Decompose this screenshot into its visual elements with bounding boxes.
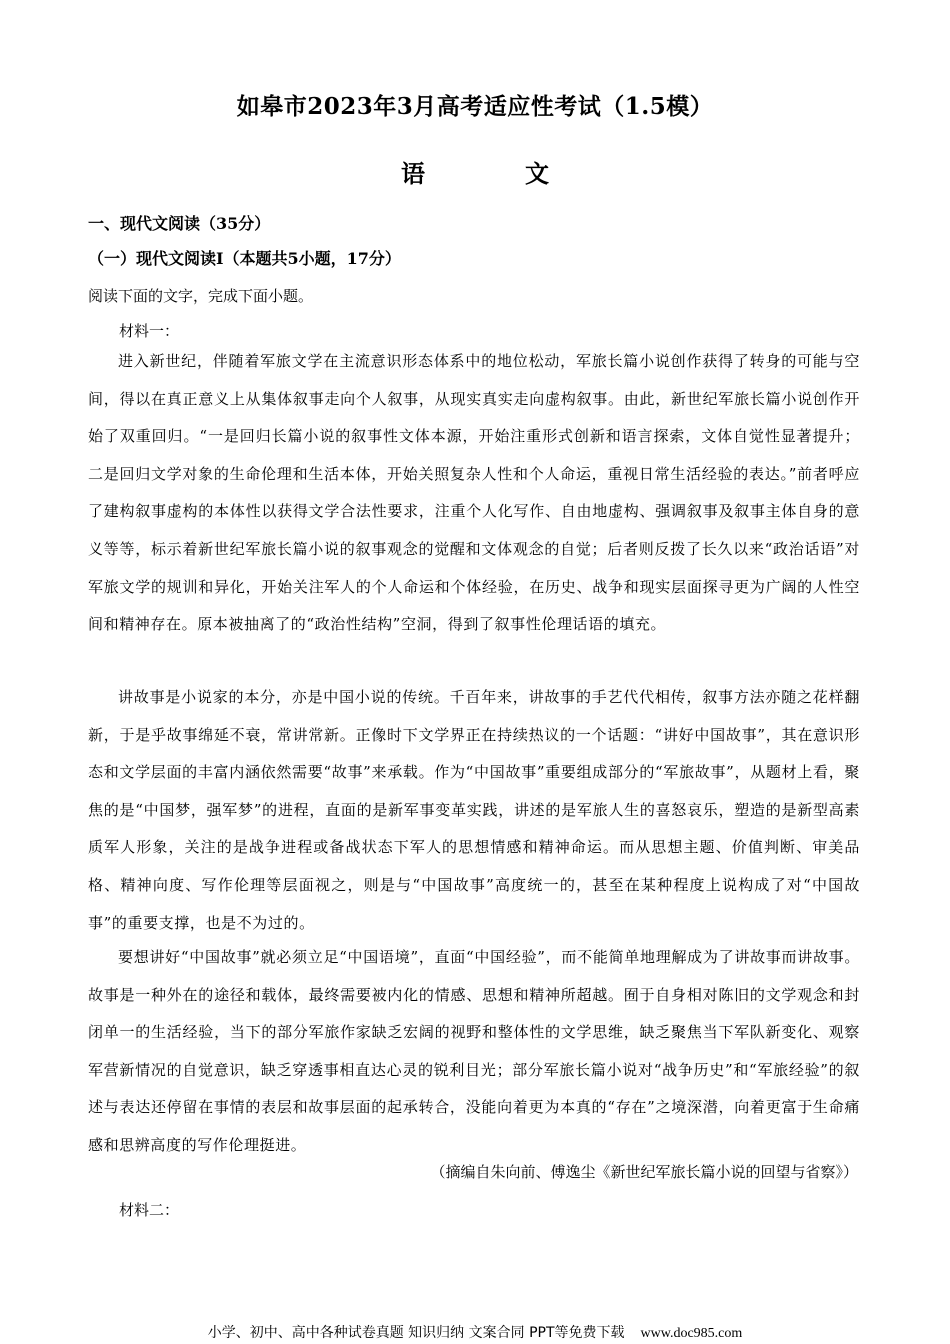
exam-title: 如皋市2023年3月高考适应性考试（1.5模） xyxy=(236,93,714,120)
section-heading: 一、现代文阅读（35分） xyxy=(88,214,271,233)
subject-heading xyxy=(0,154,950,189)
material-1-paragraph: 进入新世纪，伴随着军旅文学在主流意识形态体系中的地位松动，军旅长篇小说创作获得了转身的可能与空间，得以在真正意义上从集体叙事走向个人叙事，从现实真实走向虚构叙事。由此，新世纪军旅长篇小说创作开始了双重回归。“一是回归长篇小说的叙事性文体本源，开始注重形式创新和语言探索，文体自觉性显著提升；二是回归文学对象的生命伦理和生活本体，开始关照复杂人性和个人命运，重视日常生活经验的表达。”前者呼应了建构叙事虚构的本体性以获得文学合法性要求，注重个人化写作、自由地虚构、强调叙事及叙事主体自身的意义等等，标示着新世纪军旅长篇小说的叙事观念的觉醒和文体观念的自觉；后者则反拨了长久以来“政治话语”对军旅文学的规训和异化，开始关注军人的个人命运和个体经验，在历史、战争和现实层面探寻更为广阔的人性空间和精神存在。原本被抽离了的“政治性结构”空洞，得到了叙事性伦理话语的填充。 xyxy=(88,352,860,634)
material-1-paragraph: 要想讲好“中国故事”就必须立足“中国语境”，直面“中国经验”，而不能简单地理解成为了讲故事而讲故事。故事是一种外在的途径和载体，最终需要被内化的情感、思想和精神所超越。囿于自身相对陈旧的文学观念和封闭单一的生活经验，当下的部分军旅作家缺乏宏阔的视野和整体性的文学思维，缺乏聚焦当下军队新变化、观察军营新情况的自觉意识，缺乏穿透事相直达心灵的锐利目光；部分军旅长篇小说对“战争历史”和“军旅经验”的叙述与表达还停留在事情的表层和故事层面的起承转合，没能向着更为本真的“存在”之境深潜，向着更富于生命痛感和思辨高度的写作伦理挺进。 xyxy=(88,948,860,1154)
material-1-label: 材料一： xyxy=(119,322,180,340)
material-1-source: （摘编自朱向前、傅逸尘《新世纪军旅长篇小说的回望与省察》） xyxy=(430,1163,858,1181)
footer-url[interactable]: www.doc985.com xyxy=(640,1326,743,1341)
subject-char-2: 文 xyxy=(525,159,549,188)
material-2-label: 材料二： xyxy=(119,1201,180,1219)
reading-instruction: 阅读下面的文字，完成下面小题。 xyxy=(88,287,314,305)
subject-char-1: 语 xyxy=(401,159,425,188)
material-1-paragraph: 讲故事是小说家的本分，亦是中国小说的传统。千百年来，讲故事的手艺代代相传，叙事方法亦随之花样翻新，于是乎故事绵延不衰，常讲常新。正像时下文学界正在持续热议的一个话题：“讲好中国故事”，其在意识形态和文学层面的丰富内涵依然需要“故事”来承载。作为“中国故事”重要组成部分的“军旅故事”，从题材上看，聚焦的是“中国梦，强军梦”的进程，直面的是新军事变革实践，讲述的是军旅人生的喜怒哀乐，塑造的是新型高素质军人形象，关注的是战争进程或备战状态下军人的思想情感和精神命运。而从思想主题、价值判断、审美品格、精神向度、写作伦理等层面视之，则是与“中国故事”高度统一的，甚至在某种程度上说构成了对“中国故事”的重要支撑，也是不为过的。 xyxy=(88,688,860,932)
page-footer xyxy=(0,1322,950,1342)
footer-text: 小学、初中、高中各种试卷真题 知识归纳 文案合同 PPT等免费下载 xyxy=(207,1325,625,1341)
subsection-heading: （一）现代文阅读Ⅰ（本题共5小题，17分） xyxy=(88,249,401,268)
